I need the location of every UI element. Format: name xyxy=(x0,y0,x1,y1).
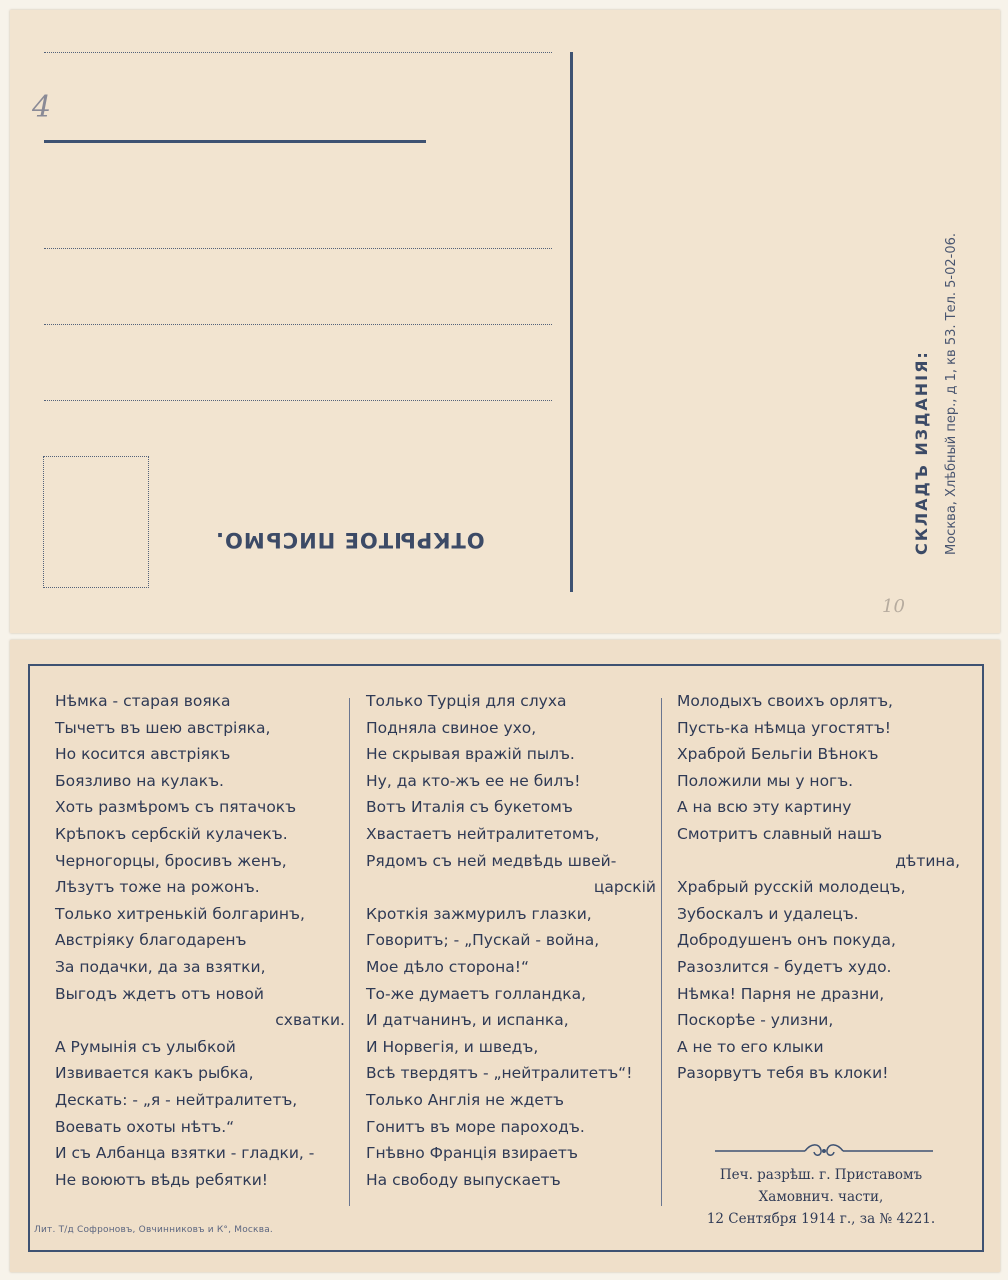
poem-line: Только Турція для слуха xyxy=(366,692,567,710)
poem-line: Пусть-ка нѣмца угостятъ! xyxy=(677,718,891,737)
center-divider-line xyxy=(570,52,573,592)
address-line-dotted xyxy=(44,52,552,53)
handwritten-mark: 4 xyxy=(32,90,52,125)
poem-line: А Румынія съ улыбкой xyxy=(55,1037,236,1056)
address-line-solid xyxy=(44,140,426,143)
poem-line: Только хитренькій болгаринъ, xyxy=(55,904,305,923)
card-title: ОТКРЫТОЕ ПИСЬМО. xyxy=(215,528,485,552)
poem-line: Не скрывая вражій пылъ. xyxy=(366,745,575,764)
poem-line: Вотъ Италія съ букетомъ xyxy=(366,798,573,817)
poem-line: И съ Албанца взятки - гладки, - xyxy=(55,1144,315,1163)
poem-line: Кроткія зажмурилъ глазки, xyxy=(366,904,592,923)
poem-line: Не воюютъ вѣдь ребятки! xyxy=(55,1170,269,1189)
address-line-dotted xyxy=(44,400,552,401)
poem-line: Черногорцы, бросивъ женъ, xyxy=(55,851,287,870)
poem-line: И датчанинъ, и испанка, xyxy=(366,1011,569,1030)
warehouse-title: СКЛАДЪ ИЗДАНІЯ: xyxy=(912,350,931,555)
poem-line: И Норвегія, и шведъ, xyxy=(366,1037,539,1056)
poem-line: Зубоскалъ и удалецъ. xyxy=(677,904,859,923)
poem-line: Подняла свиное ухо, xyxy=(366,718,537,737)
poem-line: Смотритъ славный нашъ xyxy=(677,824,883,843)
address-line-dotted xyxy=(44,324,552,325)
poem-line: Разозлится - будетъ худо. xyxy=(677,957,892,976)
poem-column-3 xyxy=(677,688,960,1087)
poem-line: Храброй Бельгіи Вѣнокъ xyxy=(677,745,879,764)
poem-line: Но косится австріякъ xyxy=(55,745,231,764)
poem-line: На свободу выпускаетъ xyxy=(366,1170,561,1189)
poem-line: Воевать охоты нѣтъ.“ xyxy=(55,1117,235,1136)
postcard-address-side xyxy=(10,10,1000,633)
warehouse-address: Москва, Хлѣбный пер., д 1, кв 53. Тел. 5-02-06. xyxy=(944,232,959,555)
column-divider xyxy=(661,698,662,1206)
poem-line: Гнѣвно Франція взираетъ xyxy=(366,1144,578,1163)
poem-line: царскій xyxy=(593,878,656,897)
poem-line: Всѣ твердятъ - „нейтралитетъ“! xyxy=(366,1064,633,1083)
poem-line: Дескать: - „я - нейтралитетъ, xyxy=(55,1090,298,1109)
poem-line: За подачки, да за взятки, xyxy=(55,957,266,976)
poem-line: Боязливо на кулакъ. xyxy=(55,771,224,790)
poem-line: Тычетъ въ шею австріяка, xyxy=(55,718,271,737)
ornament-divider xyxy=(713,1140,935,1162)
column-divider xyxy=(349,698,350,1206)
poem-column-1 xyxy=(55,688,345,1193)
poem-line: Нѣмка! Парня не дразни, xyxy=(677,984,885,1003)
pencil-mark: 10 xyxy=(882,596,905,617)
poem-line: Хоть размѣромъ съ пятачокъ xyxy=(55,798,297,817)
poem-line: Выгодъ ждетъ отъ новой xyxy=(55,984,264,1003)
poem-line: Поскорѣе - улизни, xyxy=(677,1011,834,1030)
poem-line: Храбрый русскій молодецъ, xyxy=(677,878,906,897)
censor-line: 12 Сентября 1914 г., за № 4221. xyxy=(706,1211,936,1227)
censor-line: Печ. разрѣш. г. Приставомъ xyxy=(719,1167,923,1183)
printer-imprint: Лит. Т/д Софроновъ, Овчинниковъ и К°, Москва. xyxy=(34,1225,273,1235)
poem-line: Нѣмка - старая вояка xyxy=(55,692,231,710)
poem-line: Говоритъ; - „Пускай - война, xyxy=(366,931,600,950)
poem-line: Молодыхъ своихъ орлятъ, xyxy=(677,692,893,710)
postcard-poem-side xyxy=(10,640,1000,1272)
poem-line: Положили мы у ногъ. xyxy=(677,771,854,790)
poem-line: Лѣзутъ тоже на рожонъ. xyxy=(55,878,260,897)
stamp-box xyxy=(43,456,149,588)
poem-line: Ну, да кто-жъ ее не билъ! xyxy=(366,771,581,790)
publisher-block xyxy=(912,233,959,555)
poem-line: Гонитъ въ море пароходъ. xyxy=(366,1117,585,1136)
poem-line: Только Англія не ждетъ xyxy=(366,1090,564,1109)
censor-line: Хамовнич. части, xyxy=(758,1189,884,1205)
poem-line: А на всю эту картину xyxy=(677,798,852,817)
poem-line: Извивается какъ рыбка, xyxy=(55,1064,254,1083)
poem-column-2 xyxy=(366,688,656,1193)
poem-line: дѣтина, xyxy=(895,851,960,870)
poem-line: Разорвутъ тебя въ клоки! xyxy=(677,1064,889,1083)
poem-line: Добродушенъ онъ покуда, xyxy=(677,931,896,950)
poem-line: Хвастаетъ нейтралитетомъ, xyxy=(366,824,600,843)
censorship-note xyxy=(676,1164,966,1230)
poem-line: Австріяку благодаренъ xyxy=(55,931,247,950)
address-line-dotted xyxy=(44,248,552,249)
poem-line: Крѣпокъ сербскій кулачекъ. xyxy=(55,824,288,843)
poem-line: схватки. xyxy=(275,1011,345,1030)
poem-line: А не то его клыки xyxy=(677,1037,824,1056)
poem-line: То-же думаетъ голландка, xyxy=(366,984,587,1003)
poem-line: Мое дѣло сторона!“ xyxy=(366,957,529,976)
poem-line: Рядомъ съ ней медвѣдь швей- xyxy=(366,851,617,870)
